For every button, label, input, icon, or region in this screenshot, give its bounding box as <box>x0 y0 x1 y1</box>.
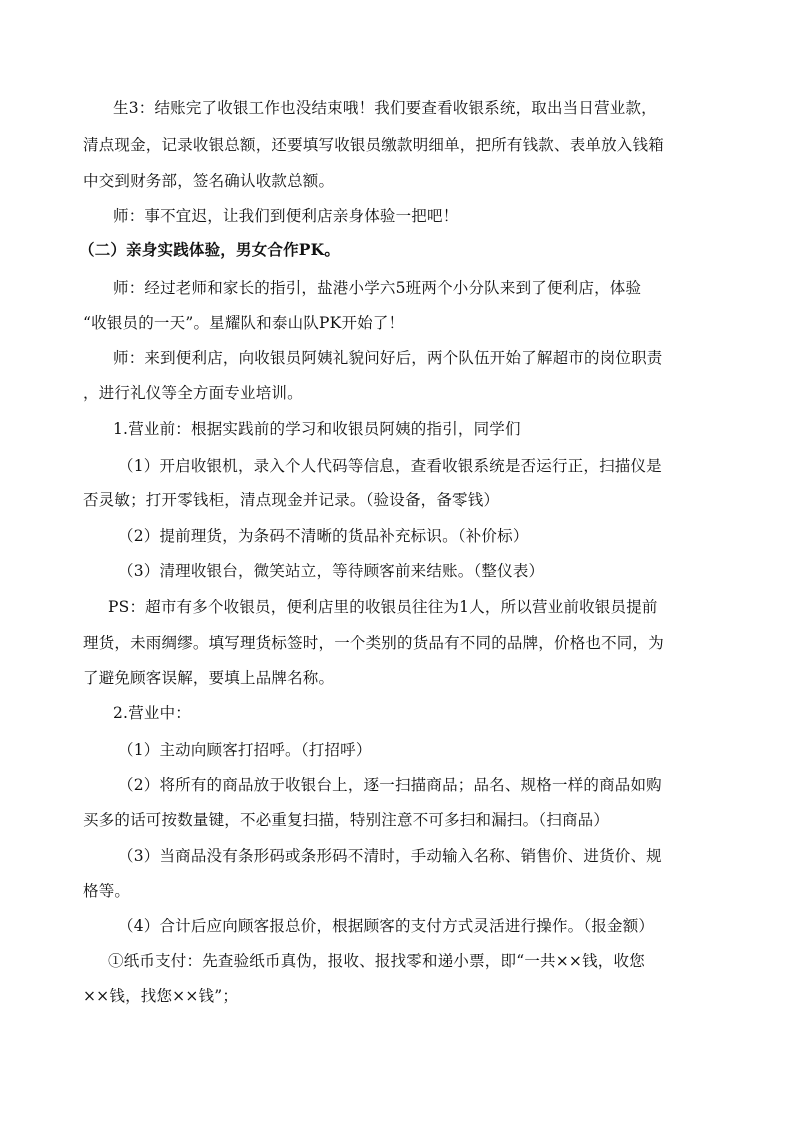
section-heading: （二）亲身实践体验，男女合作PK。 <box>79 240 341 259</box>
list-item-line: （4）合计后应向顾客报总价，根据顾客的支付方式灵活进行操作。（报金额） <box>118 917 655 935</box>
paragraph-line: 师：事不宜迟，让我们到便利店亲身体验一把吧！ <box>113 207 459 225</box>
list-item-line: ①纸币支付：先查验纸币真伪，报收、报找零和递小票，即“一共××钱，收您 <box>108 952 645 970</box>
paragraph-line: 生3：结账完了收银工作也没结束哦！我们要查看收银系统，取出当日营业款， <box>113 99 657 117</box>
list-item-line: ××钱，找您××钱”； <box>83 987 239 1005</box>
list-item-line: 格等。 <box>83 882 131 900</box>
list-item-line: （2）将所有的商品放于收银台上，逐一扫描商品；品名、规格一样的商品如购 <box>118 776 662 794</box>
paragraph-line: 清点现金，记录收银总额，还要填写收银员缴款明细单，把所有钱款、表单放入钱箱 <box>83 136 664 154</box>
paragraph-line: ，进行礼仪等全方面专业培训。 <box>83 384 303 402</box>
paragraph-line: 师：经过老师和家长的指引，盐港小学六5班两个小分队来到了便利店，体验 <box>113 279 642 297</box>
list-item-line: （2）提前理货，为条码不清晰的货品补充标识。（补价标） <box>118 527 529 545</box>
paragraph-line: 中交到财务部，签名确认收款总额。 <box>83 172 335 190</box>
list-item-line: （1）主动向顾客打招呼。（打招呼） <box>118 741 372 759</box>
list-item-line: （1）开启收银机，录入个人代码等信息，查看收银系统是否运行正，扫描仪是 <box>118 457 662 475</box>
note-line: 了避免顾客误解，要填上品牌名称。 <box>83 669 335 687</box>
subheading-line: 1.营业前：根据实践前的学习和收银员阿姨的指引，同学们 <box>113 420 521 438</box>
subheading-line: 2.营业中： <box>113 704 191 722</box>
note-line: 理货，未雨绸缪。填写理货标签时，一个类别的货品有不同的品牌，价格也不同，为 <box>83 634 664 652</box>
note-line: PS：超市有多个收银员，便利店里的收银员往往为1人，所以营业前收银员提前 <box>108 598 658 616</box>
list-item-line: （3）清理收银台，微笑站立，等待顾客前来结账。（整仪表） <box>118 562 545 580</box>
list-item-line: （3）当商品没有条形码或条形码不清时，手动输入名称、销售价、进货价、规 <box>118 847 662 865</box>
paragraph-line: “收银员的一天”。星耀队和泰山队PK开始了！ <box>83 314 405 332</box>
list-item-line: 否灵敏；打开零钱柜，清点现金并记录。（验设备，备零钱） <box>83 491 500 509</box>
paragraph-line: 师：来到便利店，向收银员阿姨礼貌问好后，两个队伍开始了解超市的岗位职责 <box>113 349 663 367</box>
list-item-line: 买多的话可按数量键，不必重复扫描，特别注意不可多扫和漏扫。（扫商品） <box>83 811 610 829</box>
